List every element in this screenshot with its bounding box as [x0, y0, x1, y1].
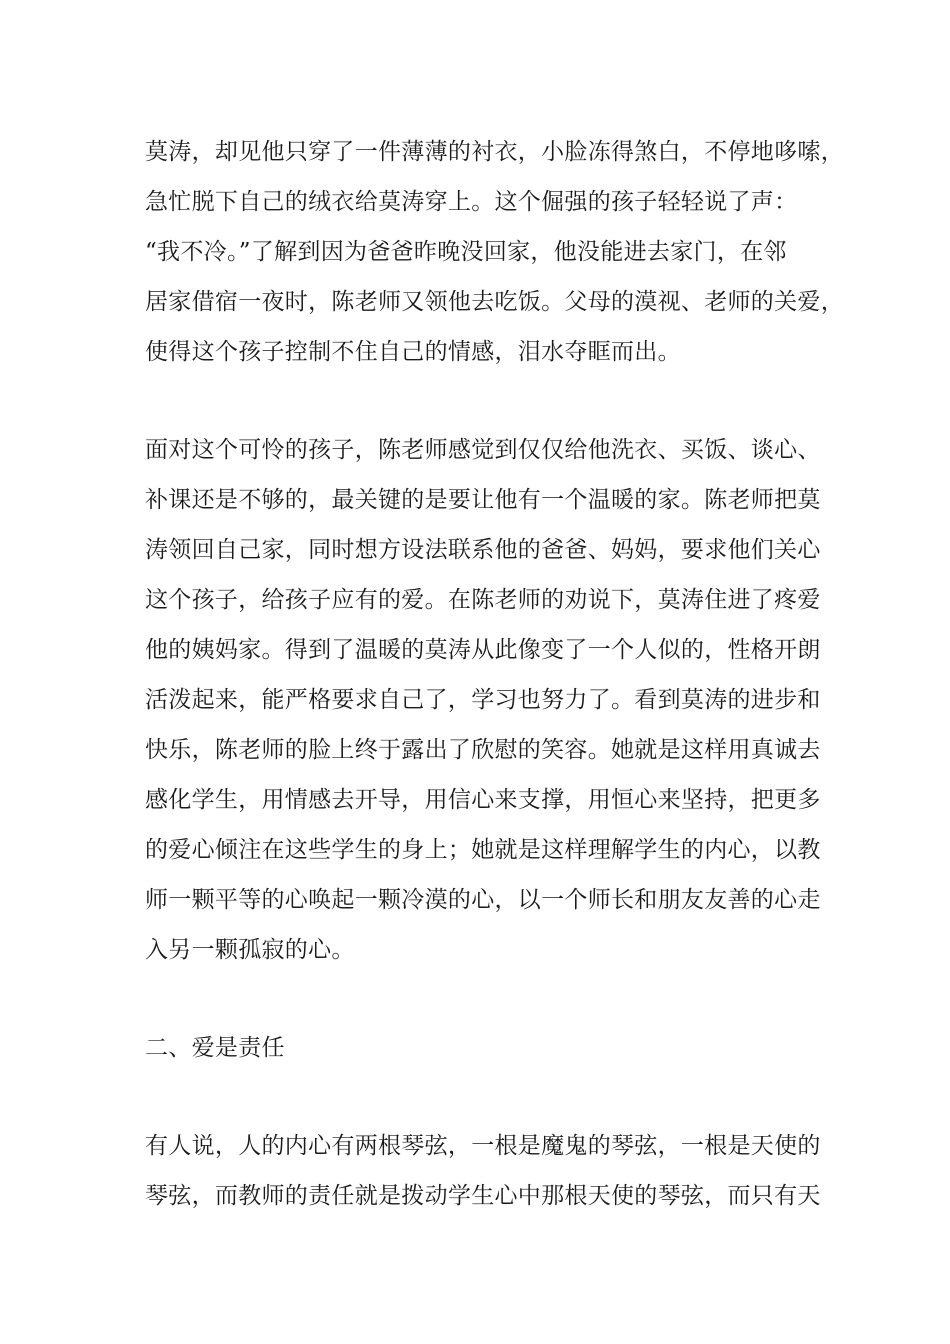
- paragraph-3-line: 有人说，人的内心有两根琴弦，一根是魔鬼的琴弦，一根是天使的: [145, 1133, 821, 1159]
- paragraph-2-line: 感化学生，用情感去开导，用信心来支撑，用恒心来坚持，把更多: [145, 787, 821, 813]
- paragraph-2-line: 他的姨妈家。得到了温暖的莫涛从此像变了一个人似的，性格开朗: [145, 637, 821, 663]
- paragraph-3-line: 琴弦，而教师的责任就是拨动学生心中那根天使的琴弦，而只有天: [145, 1183, 821, 1209]
- paragraph-2-line: 活泼起来，能严格要求自己了，学习也努力了。看到莫涛的进步和: [145, 687, 821, 713]
- paragraph-1-line: 使得这个孩子控制不住自己的情感，泪水夺眶而出。: [145, 339, 681, 365]
- paragraph-2-line: 补课还是不够的，最关键的是要让他有一个温暖的家。陈老师把莫: [145, 487, 821, 513]
- paragraph-2-line: 面对这个可怜的孩子，陈老师感觉到仅仅给他洗衣、买饭、谈心、: [145, 437, 821, 463]
- paragraph-2-line: 涛领回自己家，同时想方设法联系他的爸爸、妈妈，要求他们关心: [145, 537, 821, 563]
- paragraph-1-line: 急忙脱下自己的绒衣给莫涛穿上。这个倔强的孩子轻轻说了声：: [145, 189, 798, 215]
- paragraph-1-line: “我不冷。”了解到因为爸爸昨晚没回家，他没能进去家门，在邻: [145, 239, 787, 265]
- paragraph-2-line: 这个孩子，给孩子应有的爱。在陈老师的劝说下，莫涛住进了疼爱: [145, 587, 821, 613]
- paragraph-1-line: 居家借宿一夜时，陈老师又领他去吃饭。父母的漠视、老师的关爱，: [145, 289, 844, 315]
- paragraph-2-line: 快乐，陈老师的脸上终于露出了欣慰的笑容。她就是这样用真诚去: [145, 737, 821, 763]
- paragraph-2-line: 的爱心倾注在这些学生的身上；她就是这样理解学生的内心，以教: [145, 837, 821, 863]
- section-heading: 二、爱是责任: [145, 1035, 285, 1061]
- paragraph-2-line: 入另一颗孤寂的心。: [145, 937, 355, 963]
- paragraph-1-line: 莫涛，却见他只穿了一件薄薄的衬衣，小脸冻得煞白，不停地哆嗦，: [145, 139, 844, 165]
- paragraph-2-line: 师一颗平等的心唤起一颗冷漠的心，以一个师长和朋友友善的心走: [145, 887, 821, 913]
